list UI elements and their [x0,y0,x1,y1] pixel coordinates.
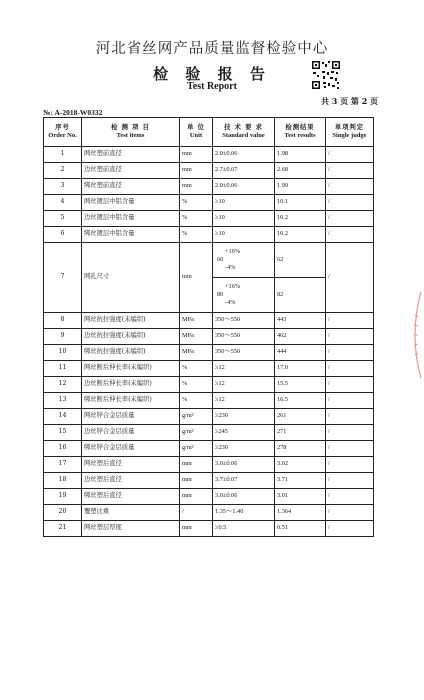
standard-value-cell: 3.0±0.06 [213,457,275,473]
unit-cell: mm [180,489,213,505]
standard-value-cell: ≥230 [213,441,275,457]
standard-value-cell: ≥12 [213,361,275,377]
test-result-cell: 3.71 [275,473,326,489]
standard-value-cell: 3.7±0.07 [213,473,275,489]
test-result-cell: 2.68 [275,163,326,179]
report-title-en: Test Report [187,81,237,92]
order-no-cell: 21 [44,521,82,537]
tolerance-line: -4% [225,264,236,271]
standard-value-cell: 2.0±0.06 [213,147,275,163]
unit-cell: % [180,361,213,377]
single-judge-cell: / [326,211,374,227]
unit-cell: % [180,377,213,393]
unit-cell: mm [180,243,213,313]
table-header-row [44,118,374,147]
test-result-cell: 3.01 [275,489,326,505]
test-item-cell: 绑丝断后伸长率(未编织) [82,393,180,409]
order-no-cell: 13 [44,393,82,409]
single-judge-cell: / [326,195,374,211]
table-row [44,393,374,409]
test-result-cell: 10.1 [275,195,326,211]
tolerance-line: 60 [217,256,224,263]
order-no-cell: 1 [44,147,82,163]
order-no-cell: 7 [44,243,82,313]
standard-value-cell: ≥230 [213,409,275,425]
order-no-cell: 2 [44,163,82,179]
test-item-cell: 网丝塑层厚度 [82,521,180,537]
test-item-cell: 绑丝塑前直径 [82,179,180,195]
test-item-cell: 边丝塑后直径 [82,473,180,489]
table-row [44,163,374,179]
unit-cell: mm [180,163,213,179]
table-row [44,195,374,211]
table-row [44,361,374,377]
standard-value-cell: 350～550 [213,313,275,329]
standard-value-cell: ≥10 [213,227,275,243]
standard-value-cell: ≥10 [213,211,275,227]
table-row [44,441,374,457]
single-judge-cell: / [326,489,374,505]
standard-value-cell: ≥12 [213,377,275,393]
unit-cell: MPa [180,313,213,329]
page-count: 共 3 页 第 2 页 [321,96,379,106]
single-judge-cell: / [326,313,374,329]
order-no-cell: 18 [44,473,82,489]
single-judge-cell: / [326,147,374,163]
test-item-cell: 绑丝镀层中铝含量 [82,227,180,243]
unit-cell: g/m² [180,425,213,441]
table-row [44,147,374,163]
standard-value-cell: 350～550 [213,345,275,361]
unit-cell: / [180,505,213,521]
header-standard-value: 技 术 要 求 Standard value [213,118,275,147]
unit-cell: mm [180,521,213,537]
single-judge-cell: / [326,425,374,441]
tolerance-line: -4% [225,299,236,306]
header-order-no: 序号 Order No. [44,118,82,147]
table-row [44,409,374,425]
test-result-cell: 1.364 [275,505,326,521]
test-item-cell: 网丝塑前直径 [82,147,180,163]
test-result-cell: 1.98 [275,147,326,163]
order-no-cell: 12 [44,377,82,393]
header-single-judge: 单项判定 Single judge [326,118,374,147]
table-row [44,179,374,195]
test-results-table [43,117,374,537]
tolerance-line: 80 [217,291,224,298]
single-judge-cell: / [326,329,374,345]
single-judge-cell: / [326,243,374,313]
standard-value-cell: ≥12 [213,393,275,409]
unit-cell: g/m² [180,409,213,425]
table-row [44,329,374,345]
single-judge-cell: / [326,473,374,489]
single-judge-cell: / [326,505,374,521]
test-item-cell: 网丝断后伸长率(未编织) [82,361,180,377]
test-item-cell: 网丝塑后直径 [82,457,180,473]
test-result-cell: 15.5 [275,377,326,393]
test-result-cell: 62 [275,243,326,278]
table-row [44,425,374,441]
order-no-cell: 4 [44,195,82,211]
red-seal-stamp [403,290,423,380]
test-result-cell: 444 [275,345,326,361]
table-row [44,243,374,278]
test-result-cell: 0.51 [275,521,326,537]
single-judge-cell: / [326,441,374,457]
test-result-cell: 271 [275,425,326,441]
unit-cell: % [180,211,213,227]
single-judge-cell: / [326,163,374,179]
document-number: №: A-2018-W0332 [43,108,103,117]
unit-cell: MPa [180,329,213,345]
test-item-cell: 边丝镀层中铝含量 [82,211,180,227]
unit-cell: g/m² [180,441,213,457]
unit-cell: mm [180,179,213,195]
organization-name: 河北省丝网产品质量监督检验中心 [95,41,329,57]
test-item-cell: 覆塑比重 [82,505,180,521]
table-row [44,473,374,489]
test-result-cell: 16.5 [275,393,326,409]
test-result-cell: 10.2 [275,211,326,227]
order-no-cell: 20 [44,505,82,521]
order-no-cell: 9 [44,329,82,345]
table-row [44,457,374,473]
standard-value-cell: 3.0±0.06 [213,489,275,505]
standard-value-cell: ≥0.5 [213,521,275,537]
single-judge-cell: / [326,457,374,473]
table-row [44,505,374,521]
test-item-cell: 绑丝锌合金层质量 [82,441,180,457]
order-no-cell: 11 [44,361,82,377]
header-test-items: 检 测 项 目 Test items [82,118,180,147]
order-no-cell: 5 [44,211,82,227]
test-item-cell: 边丝断后伸长率(未编织) [82,377,180,393]
order-no-cell: 14 [44,409,82,425]
table-row [44,521,374,537]
order-no-cell: 19 [44,489,82,505]
order-no-cell: 15 [44,425,82,441]
unit-cell: mm [180,147,213,163]
test-item-cell: 绑丝抗拉强度(未编织) [82,345,180,361]
standard-value-cell: 2.0±0.06 [213,179,275,195]
test-result-cell: 3.02 [275,457,326,473]
single-judge-cell: / [326,179,374,195]
standard-value-cell: ≥245 [213,425,275,441]
unit-cell: MPa [180,345,213,361]
standard-value-cell: 1.35～1.40 [213,505,275,521]
standard-value-cell: ≥10 [213,195,275,211]
single-judge-cell: / [326,377,374,393]
single-judge-cell: / [326,227,374,243]
single-judge-cell: / [326,521,374,537]
header-test-results: 检测结果 Test results [275,118,326,147]
test-item-cell: 网丝锌合金层质量 [82,409,180,425]
table-row [44,313,374,329]
order-no-cell: 17 [44,457,82,473]
qr-code-icon [311,60,341,90]
test-result-cell: 10.2 [275,227,326,243]
unit-cell: % [180,227,213,243]
test-result-cell: 82 [275,278,326,313]
order-no-cell: 10 [44,345,82,361]
test-item-cell: 边丝抗拉强度(未编织) [82,329,180,345]
test-item-cell: 网丝镀层中铝含量 [82,195,180,211]
order-no-cell: 8 [44,313,82,329]
test-result-cell: 443 [275,313,326,329]
unit-cell: mm [180,473,213,489]
unit-cell: % [180,195,213,211]
order-no-cell: 6 [44,227,82,243]
table-row [44,211,374,227]
tolerance-line: +16% [225,248,241,255]
single-judge-cell: / [326,393,374,409]
test-item-cell: 网孔尺寸 [82,243,180,313]
order-no-cell: 16 [44,441,82,457]
table-row [44,345,374,361]
unit-cell: % [180,393,213,409]
standard-value-cell: 350～550 [213,329,275,345]
single-judge-cell: / [326,345,374,361]
single-judge-cell: / [326,361,374,377]
standard-value-cell [213,278,275,313]
order-no-cell: 3 [44,179,82,195]
test-item-cell: 网丝抗拉强度(未编织) [82,313,180,329]
header-unit: 单 位 Unit [180,118,213,147]
test-result-cell: 17.0 [275,361,326,377]
test-item-cell: 边丝锌合金层质量 [82,425,180,441]
test-result-cell: 1.99 [275,179,326,195]
table-row [44,377,374,393]
standard-value-cell: 2.7±0.07 [213,163,275,179]
standard-value-cell [213,243,275,278]
unit-cell: mm [180,457,213,473]
report-title-cn: 检 验 报 告 [153,65,271,83]
test-result-cell: 278 [275,441,326,457]
test-item-cell: 绑丝塑后直径 [82,489,180,505]
test-result-cell: 462 [275,329,326,345]
test-item-cell: 边丝塑前直径 [82,163,180,179]
tolerance-line: +16% [225,283,241,290]
single-judge-cell: / [326,409,374,425]
test-result-cell: 261 [275,409,326,425]
table-row [44,227,374,243]
table-row [44,489,374,505]
